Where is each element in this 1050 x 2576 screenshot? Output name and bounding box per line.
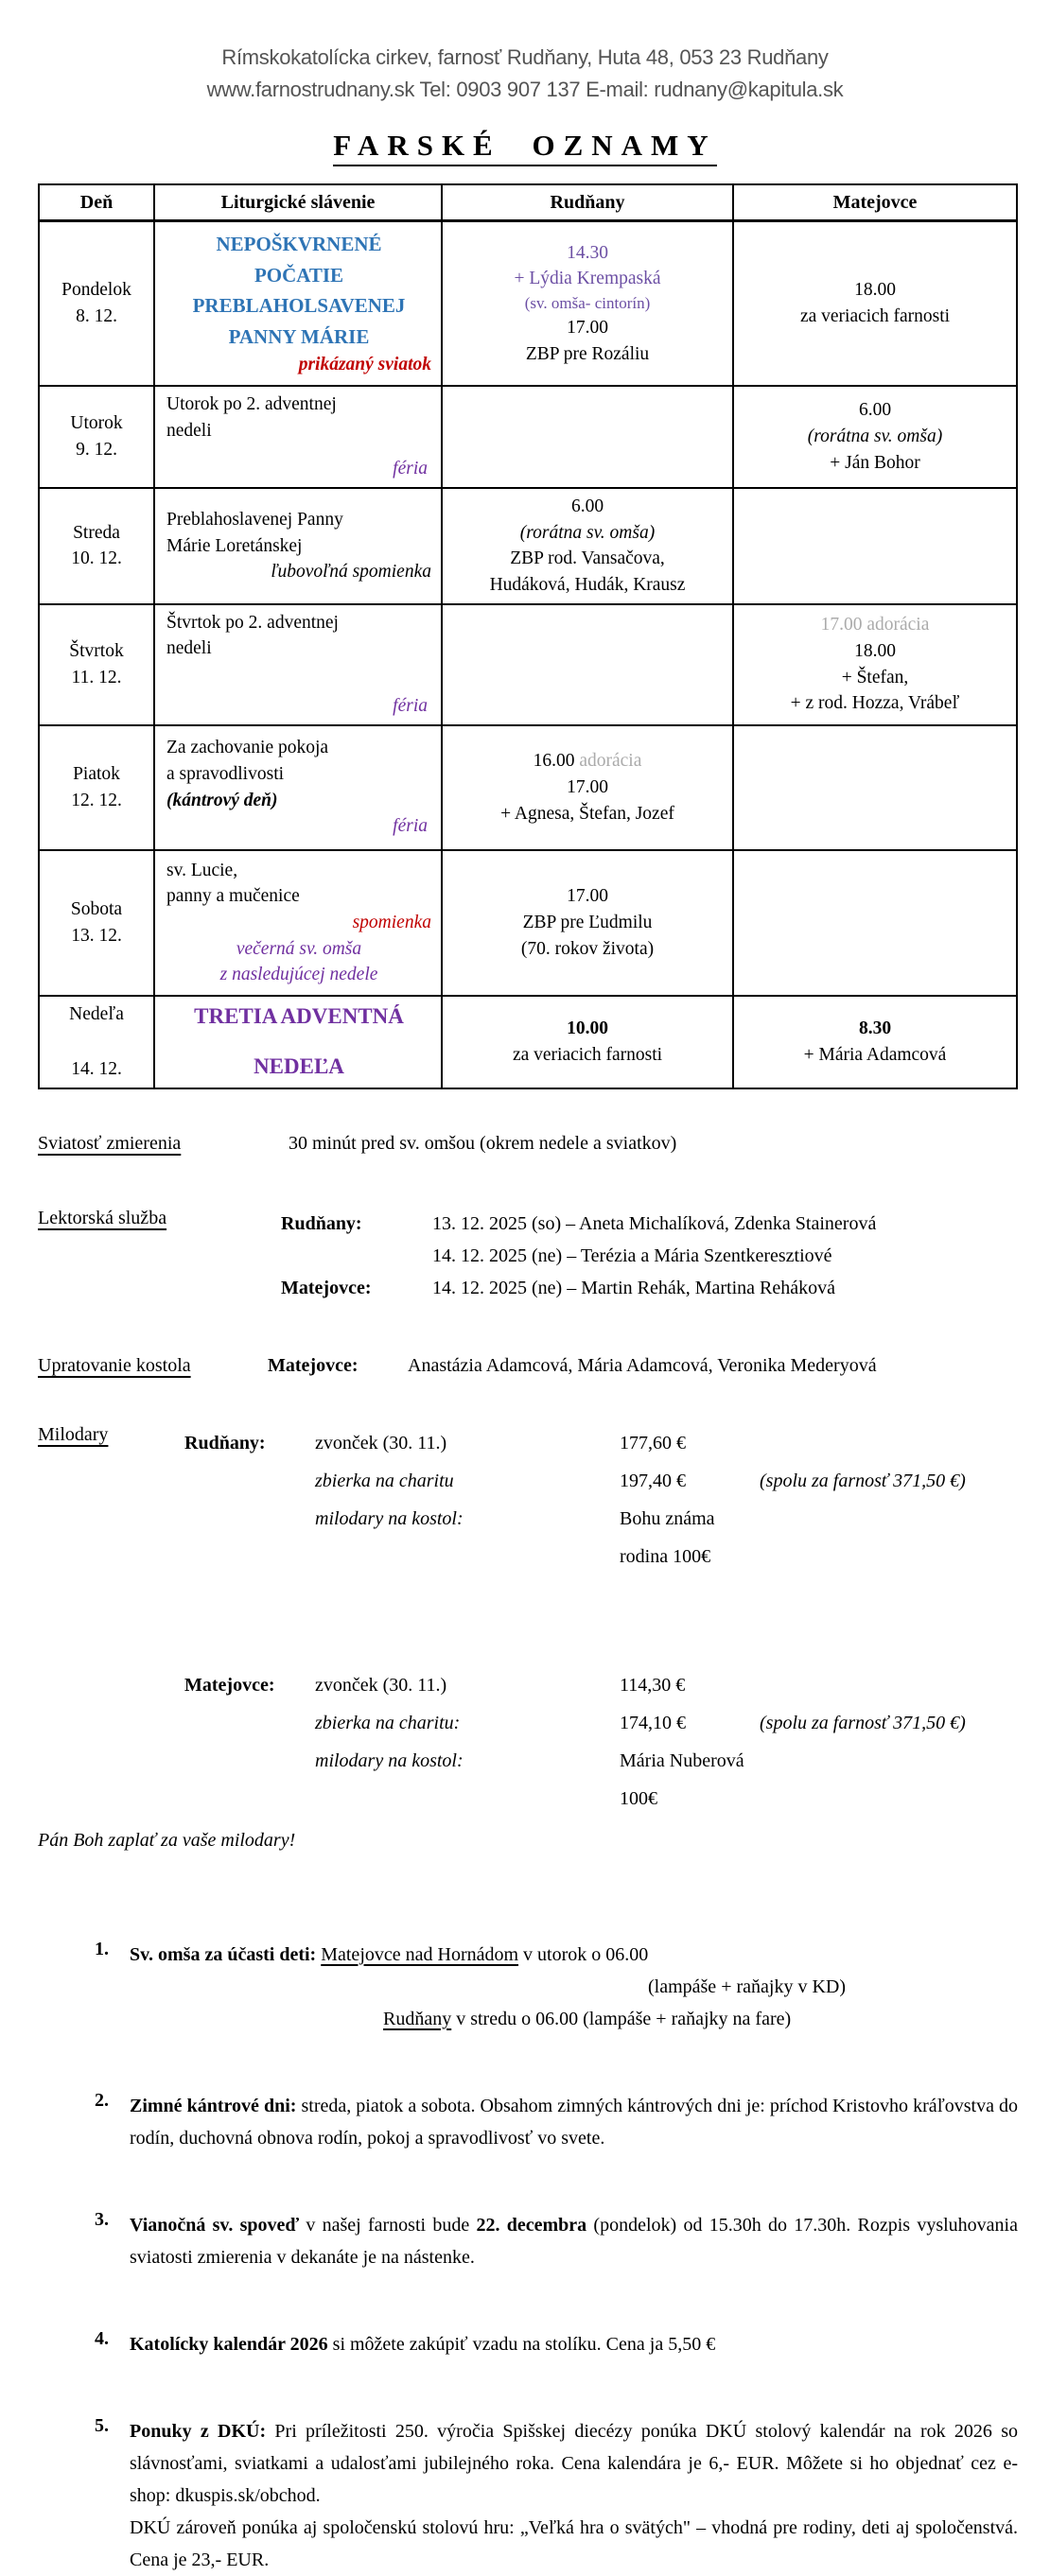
section-confession <box>38 1133 1018 1155</box>
text-span: DKÚ zároveň ponúka aj spoločenskú stolovú hru: „Veľká hra o svätých" – vhodná pre rodiny, deti aj spoločenstvá. Cena je 23,- EUR. <box>130 2516 1018 2570</box>
announcements-list <box>95 1939 1018 2576</box>
table-line: 17.00 adorácia <box>820 615 930 635</box>
matejovce-cell <box>733 604 1017 725</box>
column-header: Rudňany <box>442 184 733 221</box>
matejovce-cell <box>733 488 1017 604</box>
text-span: Ponuky z DKÚ: <box>130 2420 267 2442</box>
lector-row <box>281 1208 876 1240</box>
parish-contact-line: www.farnostrudnany.sk Tel: 0903 907 137 E-mail: rudnany@kapitula.sk <box>206 78 844 101</box>
table-line: z nasledujúcej nedele <box>219 965 378 985</box>
rudnany-cell-content <box>443 605 732 724</box>
table-line: nedeli <box>166 638 212 659</box>
donation-place: Rudňany: <box>184 1432 266 1453</box>
cleaning-names: Anastázia Adamcová, Mária Adamcová, Veronika Mederyová <box>408 1354 877 1376</box>
announcement-body <box>130 2209 1018 2273</box>
matejovce-cell <box>733 725 1017 850</box>
table-line: ZBP rod. Vansačova, <box>510 548 665 569</box>
text-span: (pondelok) od 15.30h do 17.30h. Rozpis vysluhovania sviatosti zmierenia v dekanáte je na nástenke. <box>130 2214 1018 2268</box>
text-span: v našej farnosti bude <box>299 2214 477 2236</box>
text-span: Vianočná sv. spoveď <box>130 2214 300 2236</box>
announcement-item <box>95 1939 1018 2035</box>
matejovce-cell-content <box>734 726 1016 849</box>
table-line: 9. 12. <box>76 440 117 460</box>
table-line: a spravodlivosti <box>166 764 285 785</box>
day-cell-content <box>40 605 153 724</box>
donation-row <box>184 1424 966 1462</box>
donation-note: (spolu za farnosť 371,50 €) <box>760 1470 966 1491</box>
cleaning-label: Upratovanie kostola <box>38 1354 191 1376</box>
liturgy-cell-content <box>155 605 441 724</box>
table-line: sv. Lucie, <box>166 860 238 880</box>
announcement-item <box>95 2090 1018 2154</box>
donation-value: 177,60 € <box>620 1432 686 1453</box>
announcement-line <box>130 2090 1018 2154</box>
rudnany-cell <box>442 725 733 850</box>
donation-value: 174,10 € <box>620 1712 686 1733</box>
confession-label: Sviatosť zmierenia <box>38 1132 182 1154</box>
table-line: POČATIE <box>254 263 344 287</box>
lector-place: Matejovce: <box>281 1277 372 1298</box>
table-row <box>39 604 1017 725</box>
table-line <box>166 662 431 693</box>
document-header <box>0 0 1050 106</box>
schedule-table <box>38 183 1018 1089</box>
announcement-item <box>95 2209 1018 2273</box>
liturgy-cell-content <box>155 726 441 849</box>
liturgy-cell <box>154 488 442 604</box>
table-line: 6.00 <box>858 400 892 421</box>
matejovce-cell <box>733 386 1017 488</box>
lector-place <box>281 1240 432 1272</box>
donation-place <box>184 1742 315 1818</box>
donation-place: Matejovce: <box>184 1674 275 1696</box>
table-line: 6.00 <box>570 496 604 516</box>
table-row <box>39 850 1017 996</box>
text-span: Pri príležitosti 250. výročia Spišskej diecézy ponúka DKÚ stolový kalendár na rok 2026 so slávnosťami, sviatkami a udalosťami jubilejného roka. Cena kalendára je 6,- EUR. Môžete si ho objednať cez e-shop: dkuspis.sk/obchod. <box>130 2420 1018 2506</box>
table-line: + Mária Adamcová <box>803 1044 947 1065</box>
table-line: (kántrový deň) <box>166 790 278 810</box>
table-row <box>39 221 1017 387</box>
section-lectors <box>38 1208 1018 1304</box>
text-span: (lampáše + raňajky v KD) <box>648 1976 846 1997</box>
day-cell-content <box>40 387 153 487</box>
donation-item: zvonček (30. 11.) <box>315 1674 447 1696</box>
announcement-body <box>130 1939 1018 2035</box>
table-line: večerná sv. omša <box>236 938 362 959</box>
table-line: 13. 12. <box>71 925 122 946</box>
table-line: ľubovoľná spomienka <box>271 562 431 583</box>
day-cell <box>39 850 154 996</box>
matejovce-cell-content <box>734 222 1016 385</box>
table-line: Streda <box>73 522 120 543</box>
donation-value: Bohu známa rodina 100€ <box>620 1507 715 1567</box>
page-title: FARSKÉ OZNAMY <box>333 129 716 166</box>
table-line: ZBP pre Ľudmilu <box>522 912 653 932</box>
table-line: + Agnesa, Štefan, Jozef <box>500 803 674 824</box>
table-line: prikázaný sviatok <box>298 355 431 375</box>
donation-item: milodary na kostol: <box>315 1749 464 1771</box>
column-header: Matejovce <box>733 184 1017 221</box>
rudnany-cell-content <box>443 489 732 603</box>
announcement-number: 3. <box>95 2208 109 2230</box>
rudnany-cell <box>442 996 733 1088</box>
donations-label: Milodary <box>38 1423 109 1445</box>
info-sections <box>38 1133 1018 1859</box>
title-wrap <box>0 129 1050 166</box>
day-cell-content <box>40 222 153 385</box>
table-line: TRETIA ADVENTNÁ <box>194 1003 404 1028</box>
text-span: streda, piatok a sobota. Obsahom zimných kántrových dni je: príchod Kristovho kráľovstva do rodín, duchovná obnova rodín, pokoj a spravodlivosť vo svete. <box>130 2095 1018 2149</box>
donation-value: 197,40 € <box>620 1470 686 1491</box>
table-line: 18.00 <box>854 280 896 301</box>
matejovce-cell-content <box>734 605 1016 724</box>
confession-text: 30 minút pred sv. omšou (okrem nedele a sviatkov) <box>289 1132 677 1154</box>
day-cell <box>39 386 154 488</box>
liturgy-cell-content <box>155 387 441 487</box>
table-line: Piatok <box>73 764 120 785</box>
lector-row <box>281 1272 876 1304</box>
rudnany-cell <box>442 850 733 996</box>
liturgy-cell <box>154 386 442 488</box>
rudnany-cell-content <box>443 726 732 849</box>
liturgy-cell-content <box>155 851 441 995</box>
lector-row <box>281 1240 876 1272</box>
announcement-line <box>130 2209 1018 2273</box>
table-line: za veriacich farnosti <box>512 1044 663 1065</box>
table-line: za veriacich farnosti <box>799 306 951 326</box>
table-line: 17.00 <box>567 776 608 797</box>
table-line: Utorok po 2. adventnej <box>166 394 337 414</box>
table-line: féria <box>393 816 428 837</box>
confession-label-box <box>38 1133 289 1155</box>
text-span: si môžete zakúpiť vzadu na stolíku. Cena ja 5,50 € <box>327 2333 716 2355</box>
matejovce-cell <box>733 850 1017 996</box>
day-cell <box>39 221 154 387</box>
rudnany-cell-content <box>443 851 732 995</box>
day-cell <box>39 604 154 725</box>
lectors-label-box <box>38 1208 281 1229</box>
table-line: NEPOŠKVRNENÉ <box>216 233 382 256</box>
donation-value: Mária Nuberová 100€ <box>620 1749 744 1809</box>
table-line: 10.00 <box>567 1018 608 1039</box>
text-span: 16.00 <box>533 751 580 772</box>
table-header-row <box>39 184 1017 221</box>
day-cell <box>39 488 154 604</box>
liturgy-cell <box>154 996 442 1088</box>
table-line: + Lýdia Krempaská <box>514 269 661 289</box>
announcement-item <box>95 2415 1018 2576</box>
table-line: 17.00 <box>567 886 608 907</box>
table-line: Preblahoslavenej Panny <box>166 509 343 530</box>
lectors-label: Lektorská služba <box>38 1207 167 1228</box>
table-line: 10. 12. <box>71 548 122 569</box>
section-cleaning <box>38 1355 1018 1377</box>
lector-names: 13. 12. 2025 (so) – Aneta Michalíková, Zdenka Stainerová <box>432 1212 877 1234</box>
donations-thanks: Pán Boh zaplať za vaše milodary! <box>38 1829 296 1851</box>
donation-row <box>184 1500 966 1575</box>
text-span: v utorok o 06.00 <box>518 1943 649 1965</box>
rudnany-cell-content <box>443 222 732 385</box>
matejovce-cell <box>733 996 1017 1088</box>
table-line: 8.30 <box>858 1018 892 1039</box>
announcement-line <box>130 2415 1018 2512</box>
table-row <box>39 725 1017 850</box>
text-span: 22. decembra <box>476 2214 587 2236</box>
table-line: PREBLAHOLSAVENEJ <box>192 294 406 318</box>
rudnany-cell <box>442 488 733 604</box>
table-line: + Ján Bohor <box>830 452 920 473</box>
table-line: Nedeľa <box>69 1003 124 1024</box>
table-line: Utorok <box>70 413 123 434</box>
lector-names: 14. 12. 2025 (ne) – Martin Rehák, Martina Reháková <box>432 1277 836 1298</box>
table-line: Štvrtok po 2. adventnej <box>166 612 339 633</box>
donation-groups <box>184 1424 966 1818</box>
donation-place <box>184 1704 315 1742</box>
donation-row <box>184 1704 966 1742</box>
table-line <box>166 444 431 456</box>
liturgy-cell-content <box>155 997 441 1088</box>
table-line: 14.30 <box>567 242 608 263</box>
parish-address-line: Rímskokatolícka cirkev, farnosť Rudňany, Huta 48, 053 23 Rudňany <box>221 45 829 69</box>
matejovce-cell-content <box>734 997 1016 1088</box>
table-line: + Štefan, <box>841 667 909 688</box>
table-line <box>45 1027 148 1056</box>
lectors-rows <box>281 1208 876 1304</box>
table-line: PANNY MÁRIE <box>228 324 370 348</box>
donation-group <box>184 1666 966 1818</box>
table-line: féria <box>393 696 428 717</box>
text-span: v stredu o 06.00 (lampáše + raňajky na fare) <box>451 2008 792 2029</box>
liturgy-cell <box>154 725 442 850</box>
donation-place <box>184 1500 315 1575</box>
announcement-item <box>95 2328 1018 2360</box>
donation-item: zvonček (30. 11.) <box>315 1432 447 1453</box>
rudnany-cell-content <box>443 387 732 487</box>
table-line: NEDEĽA <box>254 1054 344 1079</box>
text-span: Rudňany <box>383 2008 452 2029</box>
rudnany-cell <box>442 386 733 488</box>
section-donations <box>38 1424 1018 1818</box>
lector-names: 14. 12. 2025 (ne) – Terézia a Mária Szentkeresztiové <box>432 1244 832 1266</box>
day-cell <box>39 725 154 850</box>
cleaning-label-box <box>38 1355 268 1377</box>
liturgy-cell-content <box>155 489 441 603</box>
table-line: ZBP pre Rozáliu <box>525 343 650 364</box>
announcement-number: 5. <box>95 2414 109 2436</box>
text-span: Sv. omša za účasti deti: <box>130 1943 322 1965</box>
matejovce-cell-content <box>734 489 1016 603</box>
table-row <box>39 996 1017 1088</box>
announcement-body <box>130 2415 1018 2576</box>
donation-row <box>184 1666 966 1704</box>
table-line: (rorátna sv. omša) <box>807 426 943 447</box>
table-line: spomienka <box>352 912 431 932</box>
donation-group <box>184 1424 966 1575</box>
announcement-line <box>130 2512 1018 2576</box>
table-line <box>166 1032 431 1052</box>
table-line: (sv. omša- cintorín) <box>524 293 651 312</box>
announcement-line <box>383 2003 1018 2035</box>
matejovce-cell-content <box>734 387 1016 487</box>
day-cell-content <box>40 489 153 603</box>
announcement-body <box>130 2090 1018 2154</box>
table-line: 14. 12. <box>71 1059 122 1080</box>
announcement-body <box>130 2328 1018 2360</box>
announcement-number: 1. <box>95 1938 109 1959</box>
donation-row <box>184 1462 966 1500</box>
table-line: Márie Loretánskej <box>166 535 303 556</box>
donation-place <box>184 1462 315 1500</box>
rudnany-cell <box>442 604 733 725</box>
column-header: Liturgické slávenie <box>154 184 442 221</box>
table-line: Štvrtok <box>69 641 124 662</box>
table-line: féria <box>393 459 428 479</box>
announcement-line <box>130 2328 1018 2360</box>
matejovce-cell-content <box>734 851 1016 995</box>
table-line: (rorátna sv. omša) <box>519 522 656 543</box>
table-row <box>39 488 1017 604</box>
donations-label-box <box>38 1424 184 1446</box>
table-line: 8. 12. <box>76 306 117 326</box>
liturgy-cell <box>154 604 442 725</box>
lector-place: Rudňany: <box>281 1212 362 1234</box>
table-line: + z rod. Hozza, Vrábeľ <box>790 693 960 714</box>
table-line: 12. 12. <box>71 790 122 810</box>
table-line: Pondelok <box>61 280 131 301</box>
liturgy-cell-content <box>155 222 441 385</box>
cleaning-place: Matejovce: <box>268 1354 359 1376</box>
rudnany-cell-content <box>443 997 732 1088</box>
table-line: (70. rokov života) <box>520 938 655 959</box>
announcement-number: 4. <box>95 2327 109 2349</box>
rudnany-cell <box>442 221 733 387</box>
donation-item: zbierka na charitu <box>315 1470 454 1491</box>
donation-row <box>184 1742 966 1818</box>
announcement-line <box>130 1939 1018 1971</box>
table-line <box>448 748 726 775</box>
text-span: Zimné kántrové dni: <box>130 2095 297 2116</box>
donation-item: milodary na kostol: <box>315 1507 464 1529</box>
table-line: nedeli <box>166 420 212 441</box>
column-header: Deň <box>39 184 154 221</box>
day-cell-content <box>40 997 153 1088</box>
donation-value: 114,30 € <box>620 1674 686 1696</box>
donation-note: (spolu za farnosť 371,50 €) <box>760 1712 966 1733</box>
matejovce-cell <box>733 221 1017 387</box>
day-cell-content <box>40 726 153 849</box>
table-line: Sobota <box>70 899 123 920</box>
text-span: adorácia <box>579 751 642 772</box>
table-line: Za zachovanie pokoja <box>166 738 329 758</box>
announcement-line <box>648 1971 1018 2003</box>
text-span: Matejovce nad Hornádom <box>321 1943 519 1965</box>
donation-item: zbierka na charitu: <box>315 1712 461 1733</box>
liturgy-cell <box>154 221 442 387</box>
day-cell <box>39 996 154 1088</box>
announcement-number: 2. <box>95 2089 109 2111</box>
table-row <box>39 386 1017 488</box>
table-line: 17.00 <box>567 318 608 339</box>
table-line: panny a mučenice <box>166 886 300 907</box>
table-line: Hudáková, Hudák, Krausz <box>489 575 686 596</box>
liturgy-cell <box>154 850 442 996</box>
text-span: Katolícky kalendár 2026 <box>130 2333 328 2355</box>
day-cell-content <box>40 851 153 995</box>
table-line: 11. 12. <box>71 667 122 688</box>
table-line: 18.00 <box>854 641 896 662</box>
